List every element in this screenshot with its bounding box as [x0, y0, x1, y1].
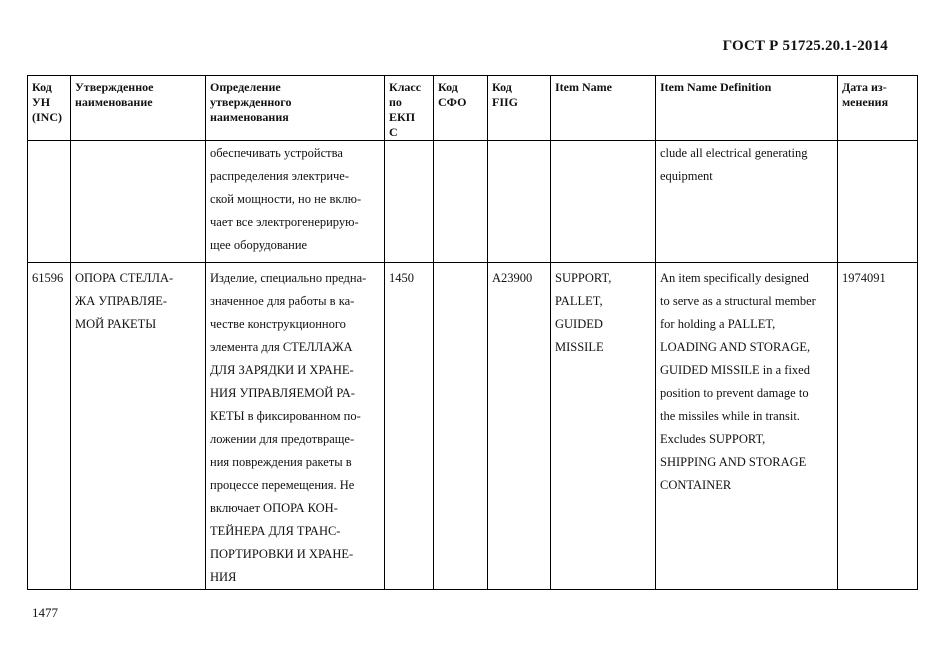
cell-text-line: КЕТЫ в фиксированном по- — [210, 409, 361, 423]
cell-text-line: SUPPORT, — [555, 271, 612, 285]
cell-text-line: 61596 — [32, 271, 64, 285]
cell-text-line: ОПОРА СТЕЛЛА- — [75, 271, 174, 285]
cell-text-line: position to prevent damage to — [660, 386, 809, 400]
column-change-date-cell — [838, 263, 918, 590]
cell-text-line: Excludes SUPPORT, — [660, 432, 766, 446]
column-change-date-header — [838, 76, 918, 141]
document-standard-number: ГОСТ Р 51725.20.1-2014 — [722, 38, 888, 54]
cell-text-line: щее оборудование — [210, 238, 308, 252]
cell-text-line: процессе перемещения. Не — [210, 478, 355, 492]
header-text-line: FIIG — [492, 95, 519, 109]
cell-text-line: ЖА УПРАВЛЯЕ- — [75, 294, 168, 308]
column-approved-name-header — [71, 76, 206, 141]
cell-text-line: ТЕЙНЕРА ДЛЯ ТРАНС- — [210, 524, 341, 538]
cell-text-line: распределения электриче- — [210, 169, 350, 183]
cell-text-line: MISSILE — [555, 340, 604, 354]
header-text-line: СФО — [438, 95, 467, 109]
header-text-line: Код — [492, 80, 512, 94]
cell-text-line: 1450 — [389, 271, 414, 285]
header-text-line: С — [389, 125, 398, 139]
cell-text-line: значенное для работы в ка- — [210, 294, 355, 308]
column-definition-header — [206, 76, 385, 141]
column-fiig-code-cell — [488, 263, 551, 590]
cell-text-line: PALLET, — [555, 294, 603, 308]
column-approved-name-cell — [71, 263, 206, 590]
cell-text-line: ской мощности, но не вклю- — [210, 192, 362, 206]
table-header-row — [28, 76, 918, 141]
column-item-name-definition-cell — [656, 263, 838, 590]
cell-text-line: ПОРТИРОВКИ И ХРАНЕ- — [210, 547, 354, 561]
cell-text-line: ложении для предотвраще- — [210, 432, 355, 446]
cell-text-line: the missiles while in transit. — [660, 409, 800, 423]
cell-text-line: SHIPPING AND STORAGE — [660, 455, 807, 469]
cell-text-line: ния повреждения ракеты в — [210, 455, 352, 469]
header-text-line: УН — [32, 95, 51, 109]
column-definition-cell — [206, 141, 385, 263]
header-text-line: Дата из- — [842, 80, 887, 94]
header-text-line: Item Name — [555, 80, 612, 94]
cell-text-line: 1974091 — [842, 271, 886, 285]
column-item-name-cell — [551, 141, 656, 263]
cell-text-line: элемента для СТЕЛЛАЖА — [210, 340, 353, 354]
header-text-line: Класс — [389, 80, 422, 94]
column-item-name-cell — [551, 263, 656, 590]
header-text-line: Item Name Definition — [660, 80, 772, 94]
column-ekps-class-cell — [385, 263, 434, 590]
header-text-line: (INC) — [32, 110, 62, 124]
header-text-line: Код — [438, 80, 458, 94]
column-change-date-cell — [838, 141, 918, 263]
header-text-line: наименование — [75, 95, 153, 109]
cell-text-line: честве конструкционного — [210, 317, 346, 331]
header-text-line: менения — [842, 95, 889, 109]
cell-text-line: Изделие, специально предна- — [210, 271, 367, 285]
column-item-name-definition-cell — [656, 141, 838, 263]
column-fiig-code-cell — [488, 141, 551, 263]
column-sfo-code-header — [434, 76, 488, 141]
cell-text-line: An item specifically designed — [660, 271, 809, 285]
cell-text-line: МОЙ РАКЕТЫ — [75, 317, 157, 331]
cell-text-line: GUIDED MISSILE in a fixed — [660, 363, 810, 377]
cell-text-line: to serve as a structural member — [660, 294, 816, 308]
cell-text-line: for holding a PALLET, — [660, 317, 776, 331]
column-approved-name-cell — [71, 141, 206, 263]
column-item-name-definition-header — [656, 76, 838, 141]
column-ekps-class-cell — [385, 141, 434, 263]
cell-text-line: LOADING AND STORAGE, — [660, 340, 811, 354]
column-item-name-header — [551, 76, 656, 141]
page-number: 1477 — [32, 605, 58, 620]
cell-text-line: обеспечивать устройства — [210, 146, 343, 160]
cell-text-line: GUIDED — [555, 317, 603, 331]
column-fiig-code-header — [488, 76, 551, 141]
table-row — [28, 263, 918, 590]
cell-text-line: НИЯ — [210, 570, 237, 584]
header-text-line: Код — [32, 80, 52, 94]
cell-text-line: чает все электрогенерирую- — [210, 215, 359, 229]
column-definition-cell — [206, 263, 385, 590]
cell-text-line: A23900 — [492, 271, 533, 285]
cell-text-line: CONTAINER — [660, 478, 732, 492]
cell-text-line: clude all electrical generating — [660, 146, 808, 160]
column-sfo-code-cell — [434, 141, 488, 263]
cell-text-line: НИЯ УПРАВЛЯЕМОЙ РА- — [210, 386, 355, 400]
table-row — [28, 141, 918, 263]
column-inc-code-header — [28, 76, 71, 141]
column-ekps-class-header — [385, 76, 434, 141]
header-text-line: Утвержденное — [75, 80, 154, 94]
header-text-line: наименования — [210, 110, 289, 124]
data-table — [27, 75, 918, 590]
header-text-line: по — [389, 95, 402, 109]
cell-text-line: equipment — [660, 169, 713, 183]
column-inc-code-cell — [28, 141, 71, 263]
column-inc-code-cell — [28, 263, 71, 590]
column-sfo-code-cell — [434, 263, 488, 590]
header-text-line: Определение — [210, 80, 281, 94]
header-text-line: ЕКП — [389, 110, 416, 124]
cell-text-line: ДЛЯ ЗАРЯДКИ И ХРАНЕ- — [210, 363, 354, 377]
header-text-line: утвержденного — [210, 95, 292, 109]
cell-text-line: включает ОПОРА КОН- — [210, 501, 338, 515]
